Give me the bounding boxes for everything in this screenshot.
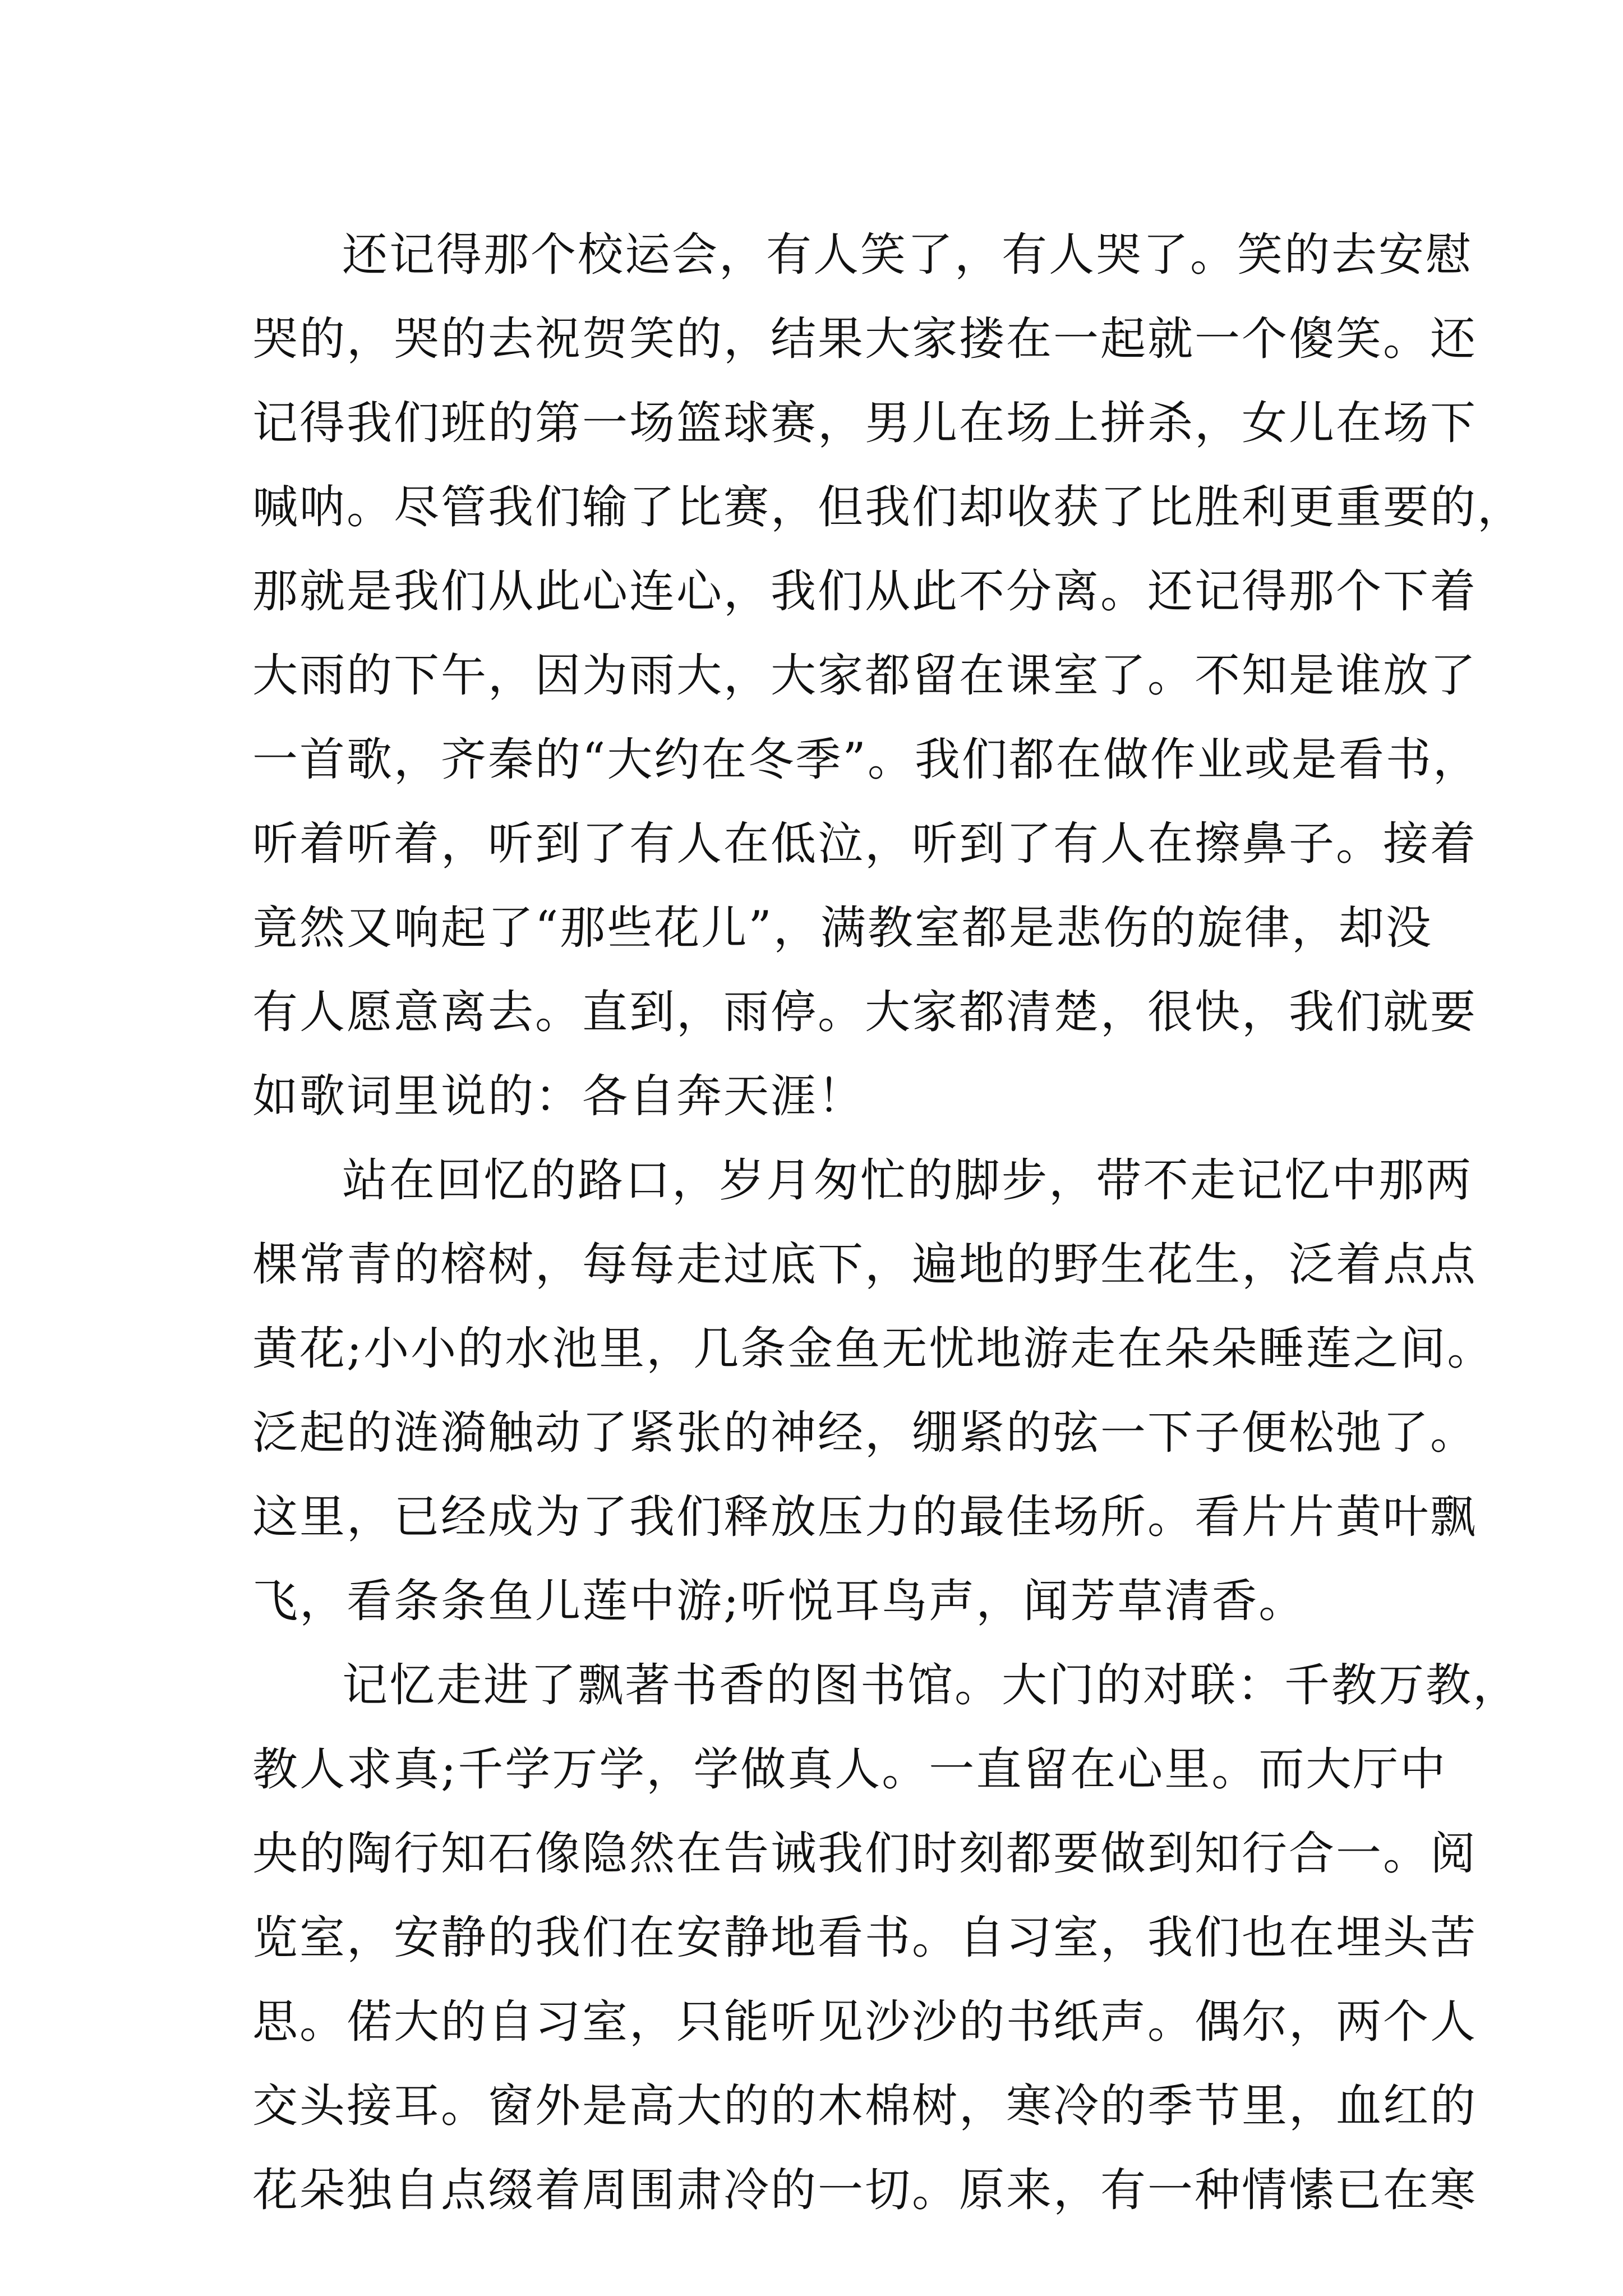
text-line: 交头接耳。窗外是高大的的木棉树，寒冷的季节里，血红的 <box>252 2080 1478 2133</box>
text-line: 黄花;小小的水池里，几条金鱼无忧地游走在朵朵睡莲之间。 <box>252 1323 1495 1375</box>
text-line: 一首歌，齐秦的“大约在冬季”。我们都在做作业或是看书， <box>252 734 1480 786</box>
text-line: 哭的，哭的去祝贺笑的，结果大家搂在一起就一个傻笑。还 <box>252 313 1478 366</box>
text-line: 如歌词里说的：各自奔天涯！ <box>252 1070 865 1123</box>
text-line: 棵常青的榕树，每每走过底下，遍地的野生花生，泛着点点 <box>252 1239 1478 1291</box>
text-line: 竟然又响起了“那些花儿”，满教室都是悲伤的旋律，却没 <box>252 902 1433 955</box>
text-line: 思。偌大的自习室，只能听见沙沙的书纸声。偶尔，两个人 <box>252 1996 1478 2049</box>
text-line: 央的陶行知石像隐然在告诫我们时刻都要做到知行合一。阅 <box>252 1828 1478 1880</box>
paragraph-2-first-line: 站在回忆的路口，岁月匆忙的脚步，带不走记忆中那两 <box>342 1154 1473 1207</box>
text-line: 飞，看条条鱼儿莲中游;听悦耳鸟声，闻芳草清香。 <box>252 1575 1306 1628</box>
text-line: 花朵独自点缀着周围肃冷的一切。原来，有一种情愫已在寒 <box>252 2164 1478 2217</box>
document-body <box>252 213 1525 2233</box>
text-line: 有人愿意离去。直到，雨停。大家都清楚，很快，我们就要 <box>252 986 1478 1039</box>
text-line: 记得我们班的第一场篮球赛，男儿在场上拼杀，女儿在场下 <box>252 397 1478 450</box>
paragraph-1-first-line: 还记得那个校运会，有人笑了，有人哭了。笑的去安慰 <box>342 229 1473 282</box>
text-line: 听着听着，听到了有人在低泣，听到了有人在擦鼻子。接着 <box>252 818 1478 871</box>
paragraph-3-first-line: 记忆走进了飘著书香的图书馆。大门的对联：千教万教， <box>342 1659 1520 1712</box>
text-line: 泛起的涟漪触动了紧张的神经，绷紧的弦一下子便松弛了。 <box>252 1407 1478 1460</box>
text-line: 览室，安静的我们在安静地看书。自习室，我们也在埋头苦 <box>252 1912 1478 1964</box>
text-line: 那就是我们从此心连心，我们从此不分离。还记得那个下着 <box>252 565 1478 618</box>
text-line: 大雨的下午，因为雨大，大家都留在课室了。不知是谁放了 <box>252 650 1478 702</box>
text-line: 教人求真;千学万学，学做真人。一直留在心里。而大厅中 <box>252 1743 1447 1796</box>
text-line: 喊呐。尽管我们输了比赛，但我们却收获了比胜利更重要的， <box>252 481 1525 534</box>
text-line: 这里，已经成为了我们释放压力的最佳场所。看片片黄叶飘 <box>252 1491 1478 1544</box>
